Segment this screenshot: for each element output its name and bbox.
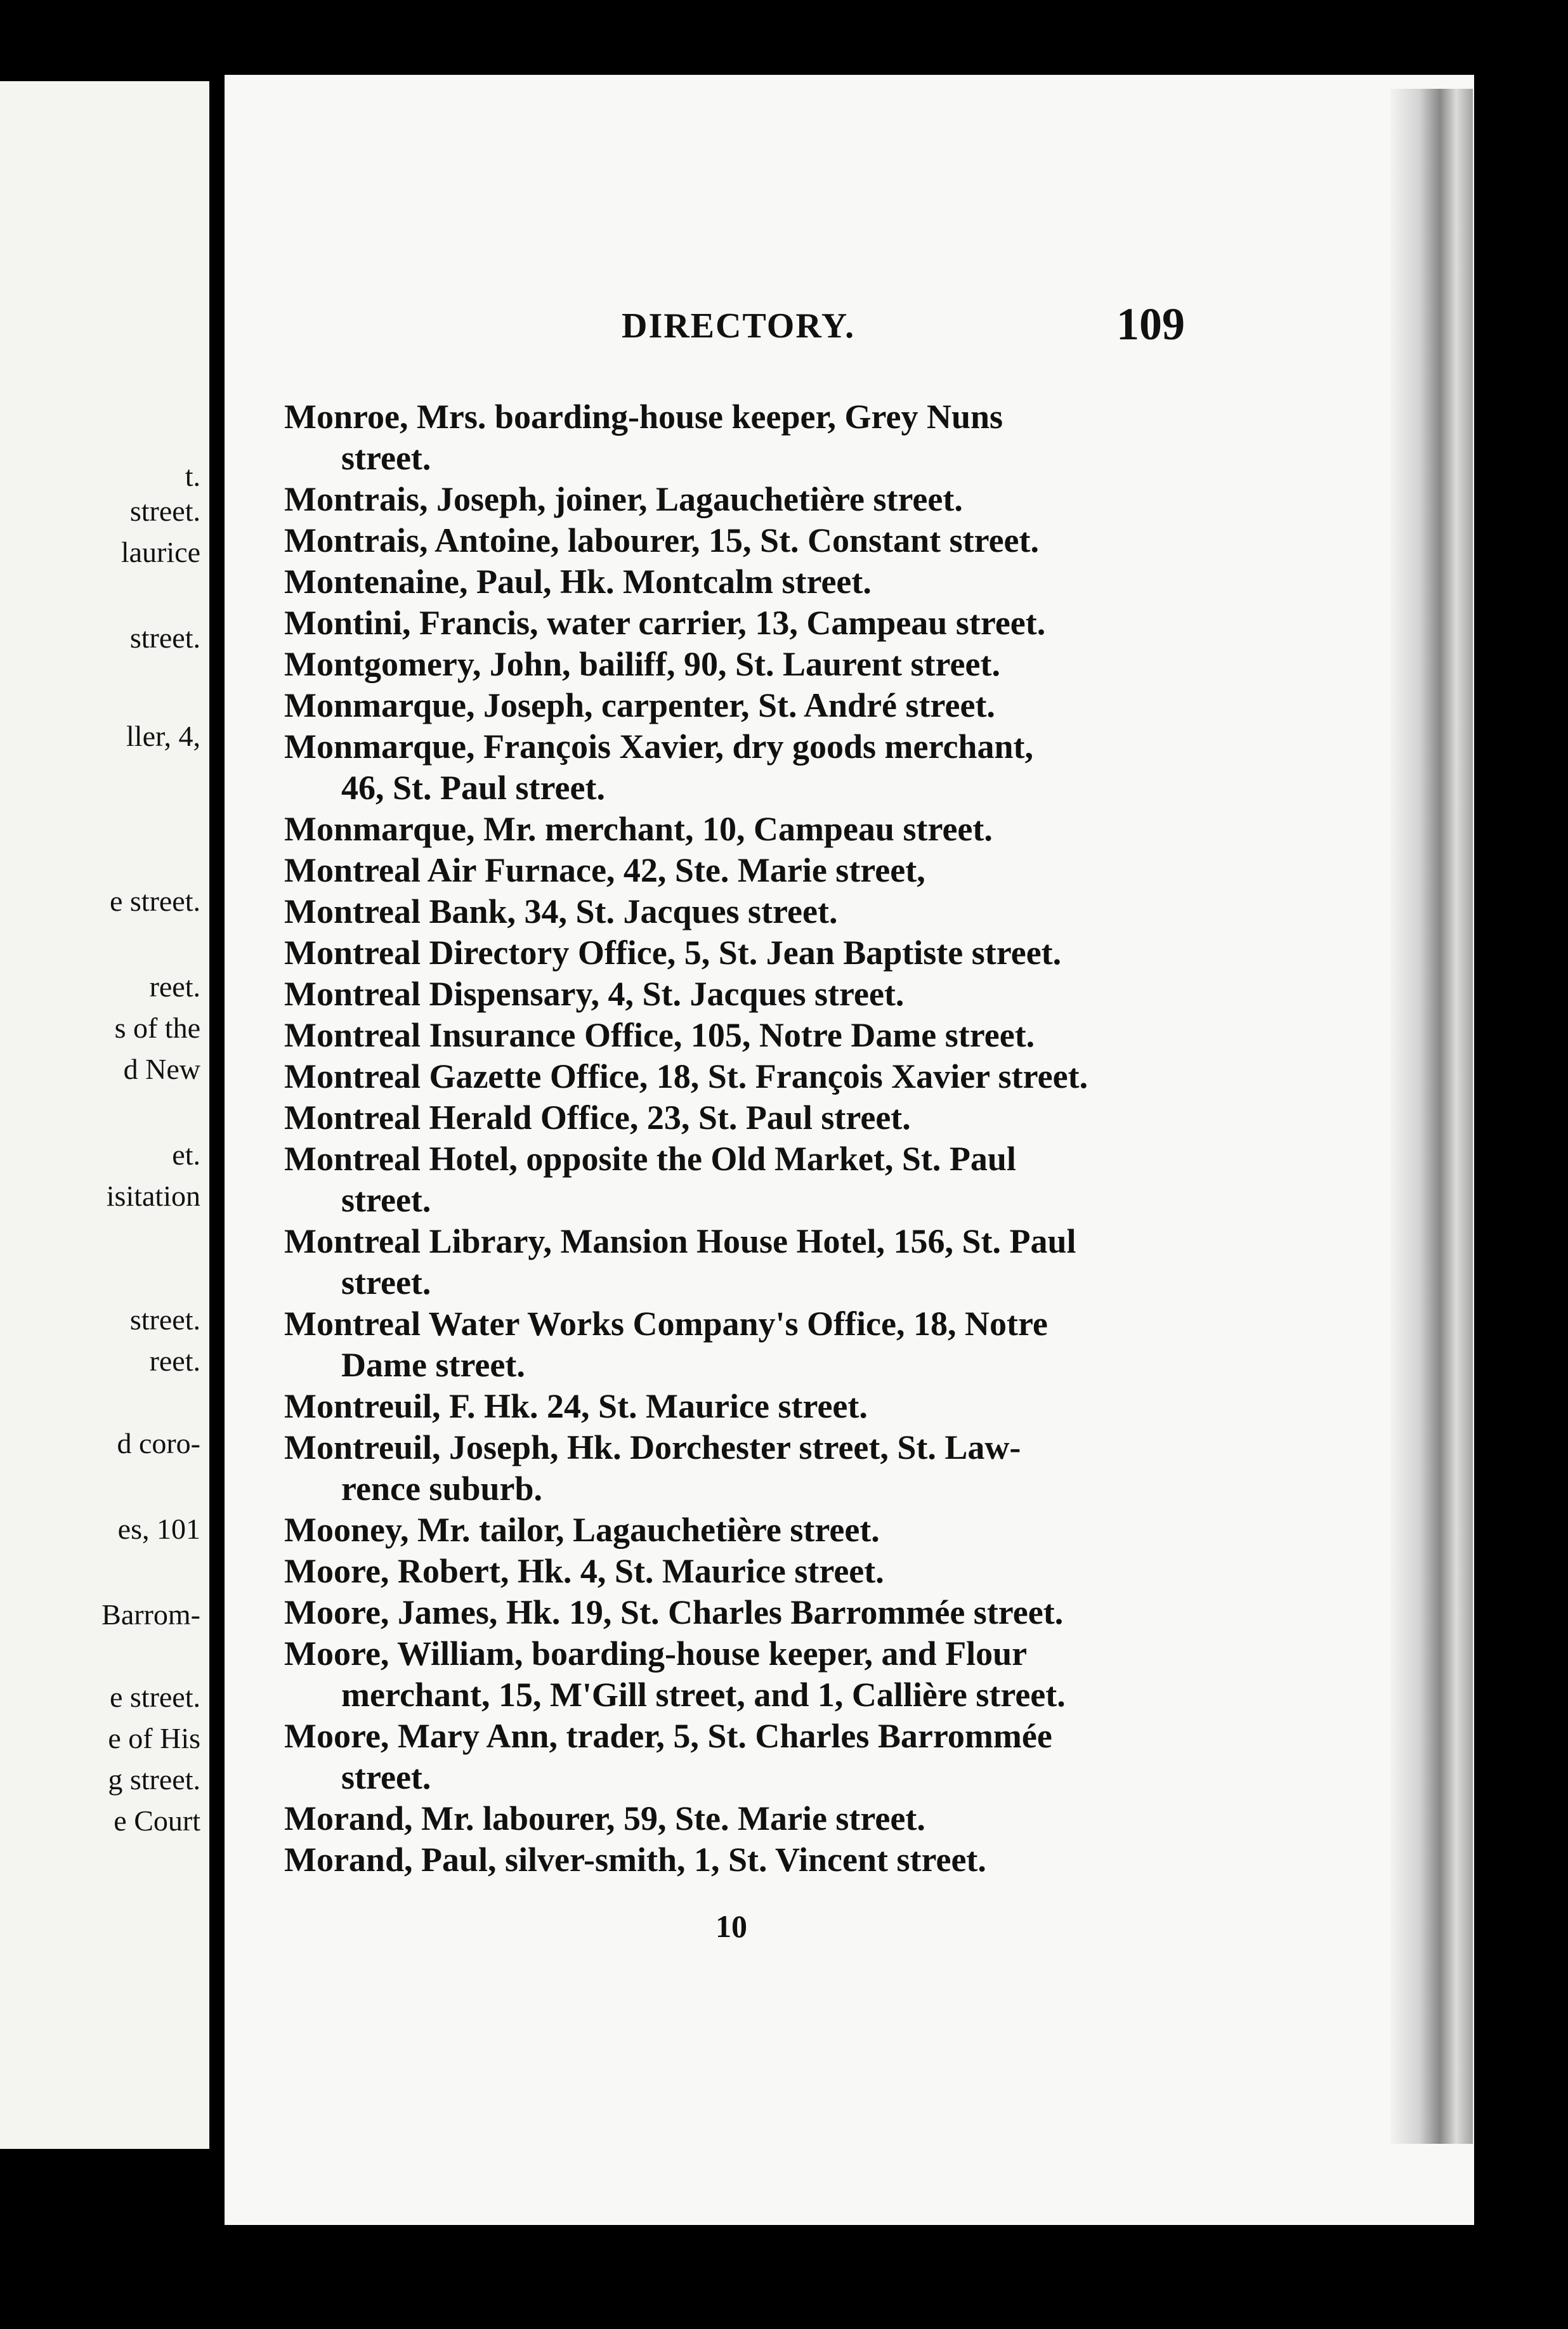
directory-entry: Montreuil, F. Hk. 24, St. Maurice street. [284, 1387, 868, 1425]
left-page-line: street. [129, 622, 200, 654]
left-page-line: es, 101 [117, 1513, 200, 1545]
left-page-line: reet. [149, 1345, 200, 1377]
directory-entry-continuation: 46, St. Paul street. [341, 769, 605, 807]
left-page-line: isitation [106, 1180, 200, 1212]
signature-mark: 10 [715, 1908, 747, 1944]
directory-entry: Montreal Bank, 34, St. Jacques street. [284, 892, 838, 930]
directory-entry-continuation: street. [341, 1758, 431, 1796]
directory-entry-continuation: merchant, 15, M'Gill street, and 1, Callière street. [341, 1676, 1066, 1714]
left-page-line: ller, 4, [126, 720, 200, 752]
left-page-line: t. [185, 460, 200, 492]
left-page-line: e Court [114, 1804, 200, 1837]
book-gutter [209, 76, 225, 2233]
directory-entry: Montini, Francis, water carrier, 13, Campeau street. [284, 604, 1046, 642]
directory-entry: Morand, Paul, silver-smith, 1, St. Vincent street. [284, 1841, 986, 1879]
left-page-line: Barrom- [101, 1598, 200, 1631]
left-page-line: e street. [109, 1681, 200, 1713]
directory-entry: Montreal Air Furnace, 42, Ste. Marie street, [284, 851, 925, 889]
page-edge-shadow [1390, 89, 1473, 2144]
left-page-line: reet. [149, 970, 200, 1003]
left-page-line: e of His [108, 1722, 200, 1754]
directory-entry: Montreuil, Joseph, Hk. Dorchester street, St. Law- [284, 1428, 1021, 1466]
directory-entry-continuation: street. [341, 439, 431, 477]
left-page-line: g street. [108, 1763, 200, 1796]
left-page-fragment [0, 81, 209, 2149]
directory-entry: Montreal Herald Office, 23, St. Paul street. [284, 1099, 911, 1137]
directory-entry: Morand, Mr. labourer, 59, Ste. Marie street. [284, 1799, 925, 1837]
left-page-line: street. [129, 495, 200, 527]
directory-entry-continuation: street. [341, 1263, 431, 1302]
left-page-line: street. [129, 1303, 200, 1336]
directory-entry: Montrais, Antoine, labourer, 15, St. Constant street. [284, 521, 1040, 559]
directory-entry: Moore, Robert, Hk. 4, St. Maurice street. [284, 1552, 884, 1590]
directory-entry: Mooney, Mr. tailor, Lagauchetière street. [284, 1511, 880, 1549]
directory-entry-continuation: rence suburb. [341, 1470, 543, 1508]
directory-entry: Montgomery, John, bailiff, 90, St. Laurent street. [284, 645, 1000, 683]
directory-entry: Moore, William, boarding-house keeper, and Flour [284, 1634, 1028, 1673]
directory-entry: Montreal Hotel, opposite the Old Market, St. Paul [284, 1140, 1016, 1178]
directory-entry: Montreal Water Works Company's Office, 18, Notre [284, 1305, 1048, 1343]
left-page-line: e street. [109, 885, 200, 917]
directory-entries [284, 396, 1198, 1881]
directory-entry: Montreal Dispensary, 4, St. Jacques street. [284, 975, 905, 1013]
directory-entry: Moore, Mary Ann, trader, 5, St. Charles Barrommée [284, 1717, 1052, 1755]
left-page-line: d New [123, 1053, 200, 1085]
directory-entry: Monroe, Mrs. boarding-house keeper, Grey Nuns [284, 398, 1003, 436]
page-number: 109 [1116, 299, 1185, 349]
directory-entry: Montreal Directory Office, 5, St. Jean Baptiste street. [284, 934, 1062, 972]
directory-entry: Montreal Insurance Office, 105, Notre Dame street. [284, 1016, 1035, 1054]
directory-entry-continuation: street. [341, 1181, 431, 1219]
directory-entry-continuation: Dame street. [341, 1346, 525, 1384]
directory-entry: Moore, James, Hk. 19, St. Charles Barrommée street. [284, 1593, 1064, 1631]
directory-entry: Monmarque, François Xavier, dry goods merchant, [284, 727, 1033, 766]
running-head: DIRECTORY. [622, 306, 856, 346]
directory-entry: Monmarque, Mr. merchant, 10, Campeau street. [284, 810, 993, 848]
directory-entry: Montenaine, Paul, Hk. Montcalm street. [284, 563, 872, 601]
directory-entry: Monmarque, Joseph, carpenter, St. André street. [284, 686, 995, 724]
directory-entry: Montreal Gazette Office, 18, St. François Xavier street. [284, 1057, 1088, 1095]
directory-entry: Montrais, Joseph, joiner, Lagauchetière street. [284, 480, 963, 518]
left-page-line: et. [172, 1138, 200, 1171]
left-page-line: s of the [114, 1012, 200, 1044]
left-page-line: d coro- [117, 1427, 200, 1459]
left-page-line: laurice [121, 536, 200, 568]
directory-entry: Montreal Library, Mansion House Hotel, 156, St. Paul [284, 1222, 1076, 1260]
